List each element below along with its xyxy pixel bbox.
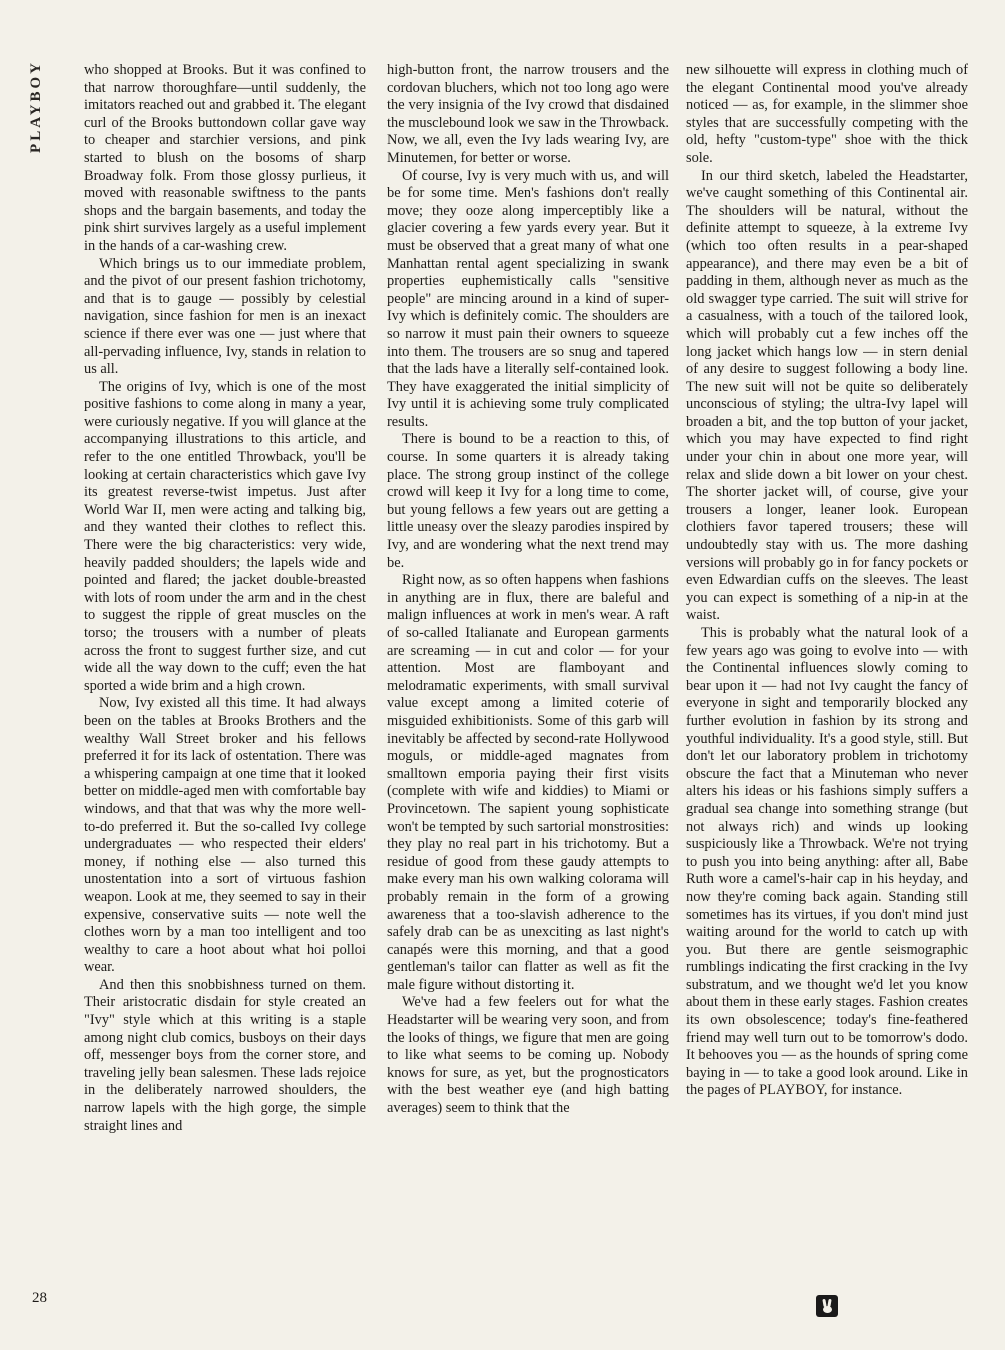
paragraph: In our third sketch, labeled the Headstarter, we've caught something of this Continental air. The shoulders will be natural, without the definite attempt to squeeze, à la extreme Ivy (which too often results in a pear-shaped appearance), and there may even be a bit of padding in them, although never as much as the old swagger type carried. The suit will strive for a casualness, with a touch of the tailored look, which will probably cut a few inches off the long jacket which hangs low — in stern denial of any desire to suggest following a body line. The new suit will not be quite so deliberately unconscious of styling; the ultra-Ivy lapel will broaden a bit, and the top button of your jacket, which you may have expected to find right under your chin in about one more year, will relax and slide down a bit lower on your chest. The shorter jacket will, of course, give your trousers a longer, leaner look. European clothiers favor tapered trousers; these will undoubtedly stay with us. The more dashing versions will probably go in for fancy pockets or even Edwardian cuffs on the sleeves. The least you can expect is something of a nip-in at the waist. [686,167,968,624]
paragraph: We've had a few feelers out for what the Headstarter will be wearing very soon, and from the looks of things, we figure that men are going to like what seems to be coming up. Nobody knows for sure, as yet, but the prognosticators with the best weather eye (and high batting averages) seem to think that the [387,994,669,1117]
paragraph: This is probably what the natural look of a few years ago was going to evolve into — with the Continental influences slowly coming to bear upon it — had not Ivy caught the fancy of everyone in sight and temporarily blocked any further evolution in fashion by its strong and youthful individuality. It's a good style, still. But don't let our laboratory problem in trichotomy obscure the fact that a Minuteman who never alters his ideas or his fashions simply suffers a gradual sea change into something strange (but not always rich) and winds up looking suspiciously like a Throwback. We're not trying to push you into being anything: after all, Babe Ruth wore a camel's-hair cap in his heyday, and now they're coming back again. Standing still sometimes has its virtues, if you don't mind just waiting around for the world to catch up with you. But there are gentle seismographic rumblings indicating the first cracking in the Ivy substratum, and we thought we'd let you know about them in these early stages. Fashion creates its own obsolescence; today's fine-feathered friend may well turn out to be tomorrow's dodo. It behooves you — as the hounds of spring come baying in — to take a good look around. Like in the pages of PLAYBOY, for instance. [686,625,968,1099]
paragraph: Which brings us to our immediate problem, and the pivot of our present fashion trichotomy, and that is to gauge — possibly by celestial navigation, since fashion for men is an inexact science if there ever was one — just where that all-pervading influence, Ivy, stands in relation to us all. [84,255,366,378]
paragraph: new silhouette will express in clothing much of the elegant Continental mood you've already noticed — as, for example, in the slimmer shoe styles that are successfully competing with the old, hefty "custom-type" shoe with the thick sole. [686,62,968,166]
paragraph: And then this snobbishness turned on them. Their aristocratic disdain for style created an "Ivy" style which at this writing is a staple among night club comics, busboys on their days off, messenger boys from the corner store, and traveling jelly bean salesmen. These lads rejoice in the deliberately narrowed shoulders, the narrow lapels with the high gorge, the simple straight lines and [84,976,366,1134]
rabbit-head-icon [816,1295,838,1317]
article-column-2 [387,62,669,1322]
paragraph: Right now, as so often happens when fashions in anything are in flux, there are baleful and malign influences at work in men's wear. A raft of so-called Italianate and European garments are screaming — in cut and color — for your attention. Most are flamboyant and melodramatic experiments, with small survival value except among a limited coterie of misguided exhibitionists. Some of this garb will inevitably be affected by second-rate Hollywood moguls, or middle-aged magnates from smalltown emporia paying their first visits (complete with wife and kiddies) to Miami or Provincetown. The sapient young sophisticate won't be tempted by such sartorial monstrosities: they play no real part in his trichotomy. But a residue of good from these gaudy attempts to make every man his own walking colorama will probably remain in the form of a growing awareness that a too-slavish adherence to the safely drab can be as unexciting as last night's canapés were this morning, and that a good gentleman's tailor can flatter as well as fit the male figure without distorting it. [387,572,669,993]
paragraph: There is bound to be a reaction to this, of course. In some quarters it is already taking place. The strong group instinct of the college crowd will keep it Ivy for a long time to come, but young fellows a few years out are getting a little uneasy over the sleazy parodies inspired by Ivy, and are wondering what the next trend may be. [387,431,669,571]
paragraph: who shopped at Brooks. But it was confined to that narrow thoroughfare—until suddenly, the imitators reached out and grabbed it. The elegant curl of the Brooks buttondown collar gave way to cheaper and starchier versions, and pink started to blush on the bosoms of sharp Broadway folk. From those glossy purlieus, it moved with reasonable swiftness to the pants shops and the bargain basements, and today the pink shirt survives largely as a useful implement in the hands of a car-washing crew. [84,62,366,254]
article-column-3 [686,62,968,1322]
page-number: 28 [32,1290,47,1306]
article-column-1 [84,62,366,1322]
paragraph: Of course, Ivy is very much with us, and will be for some time. Men's fashions don't really move; they ooze along imperceptibly like a glacier covering a few yards every year. But it must be observed that a great many of what one Manhattan rental agent specializing in swank properties euphemistically calls "sensitive people" are mincing around in a kind of super-Ivy which is definitely comic. The shoulders are so narrow it must pain their owners to squeeze into them. The trousers are so snug and tapered that the lads have a literally self-contained look. They have exaggerated the initial simplicity of Ivy until it is achieving some truly complicated results. [387,167,669,430]
paragraph: Now, Ivy existed all this time. It had always been on the tables at Brooks Brothers and the wealthy Wall Street broker and his fellows preferred it for its lack of ostentation. There was a whispering campaign at one time that it looked better on middle-aged men with comfortable bay windows, and that that was why the more well-to-do preferred it. But the so-called Ivy college undergraduates — who respected their elders' money, if nothing else — also turned this unostentation into a sort of virtuous fashion weapon. Look at me, they seemed to say in their expensive, conservative suits — note well the clothes worn by a man too intelligent and too wealthy to care a hoot about what hoi polloi wear. [84,695,366,976]
magazine-spine-title: PLAYBOY [28,60,44,153]
paragraph: The origins of Ivy, which is one of the most positive fashions to come along in many a year, were curiously negative. If you will glance at the accompanying illustrations to this article, and refer to the one entitled Throwback, you'll be looking at certain characteristics which gave Ivy its greatest reverse-twist impetus. Just after World War II, men were acting and talking big, and they wanted their clothes to reflect this. There were the big characteristics: very wide, heavily padded shoulders; the lapels wide and pointed and flared; the jacket double-breasted with lots of room under the arm and in the chest to suggest the ripple of great muscles on the torso; the trousers with a number of pleats across the front to suggest further size, and cut wide all the way down to the cuff; even the hat sported a wide brim and a high crown. [84,378,366,694]
paragraph: high-button front, the narrow trousers and the cordovan bluchers, which not too long ago were the very insignia of the Ivy crowd that disdained the musclebound look we saw in the Throwback. Now, we all, even the Ivy lads wearing Ivy, are Minutemen, for better or worse. [387,62,669,166]
